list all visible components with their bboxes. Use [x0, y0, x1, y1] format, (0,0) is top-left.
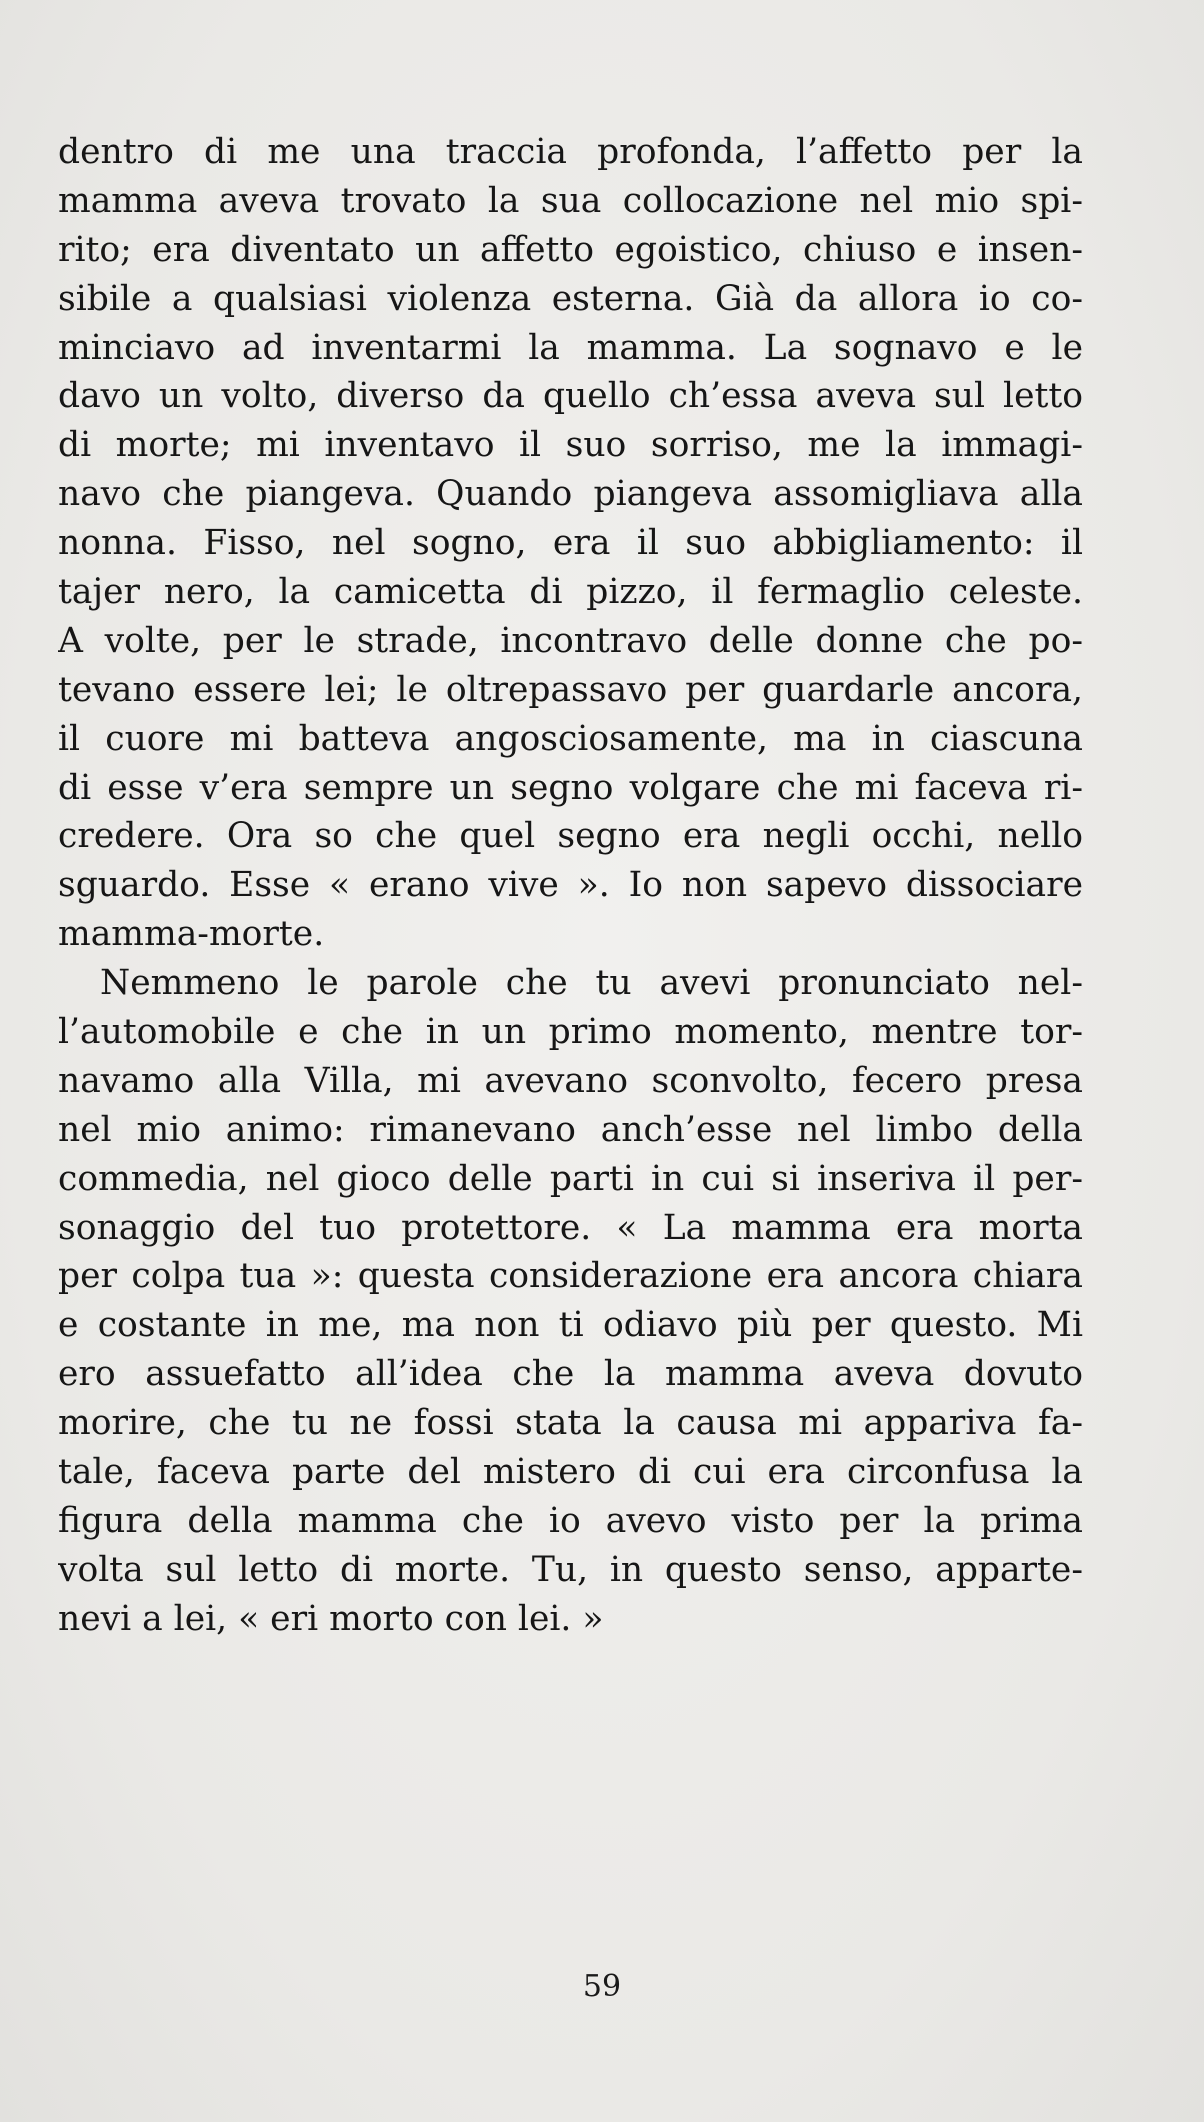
- text-line: davo un volto, diverso da quello ch’essa aveva sul letto: [58, 376, 1083, 417]
- page-number: 59: [582, 1969, 622, 2004]
- text-line: tajer nero, la camicetta di pizzo, il fermaglio celeste.: [58, 572, 1083, 613]
- text-line: nel mio animo: rimanevano anch’esse nel limbo della: [58, 1109, 1083, 1150]
- text-line: sibile a qualsiasi violenza esterna. Già da allora io co-: [58, 278, 1083, 319]
- text-line: ero assuefatto all’idea che la mamma aveva dovuto: [58, 1354, 1083, 1395]
- text-line: sonaggio del tuo protettore. « La mamma era morta: [58, 1207, 1083, 1248]
- text-line: e costante in me, ma non ti odiavo più per questo. Mi: [58, 1305, 1083, 1346]
- body-text: [58, 128, 1083, 1644]
- text-line: nonna. Fisso, nel sogno, era il suo abbigliamento: il: [58, 523, 1083, 564]
- text-line: navo che piangeva. Quando piangeva assomigliava alla: [58, 474, 1083, 515]
- text-line: figura della mamma che io avevo visto per la prima: [58, 1500, 1083, 1541]
- text-line: l’automobile e che in un primo momento, mentre tor-: [58, 1012, 1083, 1053]
- text-line: commedia, nel gioco delle parti in cui si inseriva il per-: [58, 1158, 1083, 1199]
- text-line: credere. Ora so che quel segno era negli occhi, nello: [58, 816, 1083, 857]
- text-line: A volte, per le strade, incontravo delle donne che po-: [58, 620, 1083, 661]
- text-line: per colpa tua »: questa considerazione era ancora chiara: [58, 1256, 1083, 1297]
- text-line: morire, che tu ne fossi stata la causa mi appariva fa-: [58, 1403, 1083, 1444]
- text-line: mamma-morte.: [58, 914, 325, 955]
- text-line: tale, faceva parte del mistero di cui era circonfusa la: [58, 1452, 1083, 1493]
- text-line: mamma aveva trovato la sua collocazione nel mio spi-: [58, 180, 1083, 221]
- text-line: nevi a lei, « eri morto con lei. »: [58, 1598, 604, 1639]
- text-line: tevano essere lei; le oltrepassavo per guardarle ancora,: [58, 669, 1083, 710]
- text-line: minciavo ad inventarmi la mamma. La sognavo e le: [58, 327, 1083, 368]
- text-line: Nemmeno le parole che tu avevi pronunciato nel-: [100, 963, 1083, 1004]
- text-line: sguardo. Esse « erano vive ». Io non sapevo dissociare: [58, 865, 1083, 906]
- text-line: rito; era diventato un affetto egoistico, chiuso e insen-: [58, 229, 1083, 270]
- text-line: di morte; mi inventavo il suo sorriso, me la immagi-: [58, 425, 1083, 466]
- text-line: di esse v’era sempre un segno volgare che mi faceva ri-: [58, 767, 1083, 808]
- text-line: il cuore mi batteva angosciosamente, ma in ciascuna: [58, 718, 1083, 759]
- text-line: dentro di me una traccia profonda, l’affetto per la: [58, 132, 1083, 172]
- text-line: volta sul letto di morte. Tu, in questo senso, apparte-: [58, 1549, 1083, 1590]
- text-line: navamo alla Villa, mi avevano sconvolto, fecero presa: [58, 1060, 1083, 1101]
